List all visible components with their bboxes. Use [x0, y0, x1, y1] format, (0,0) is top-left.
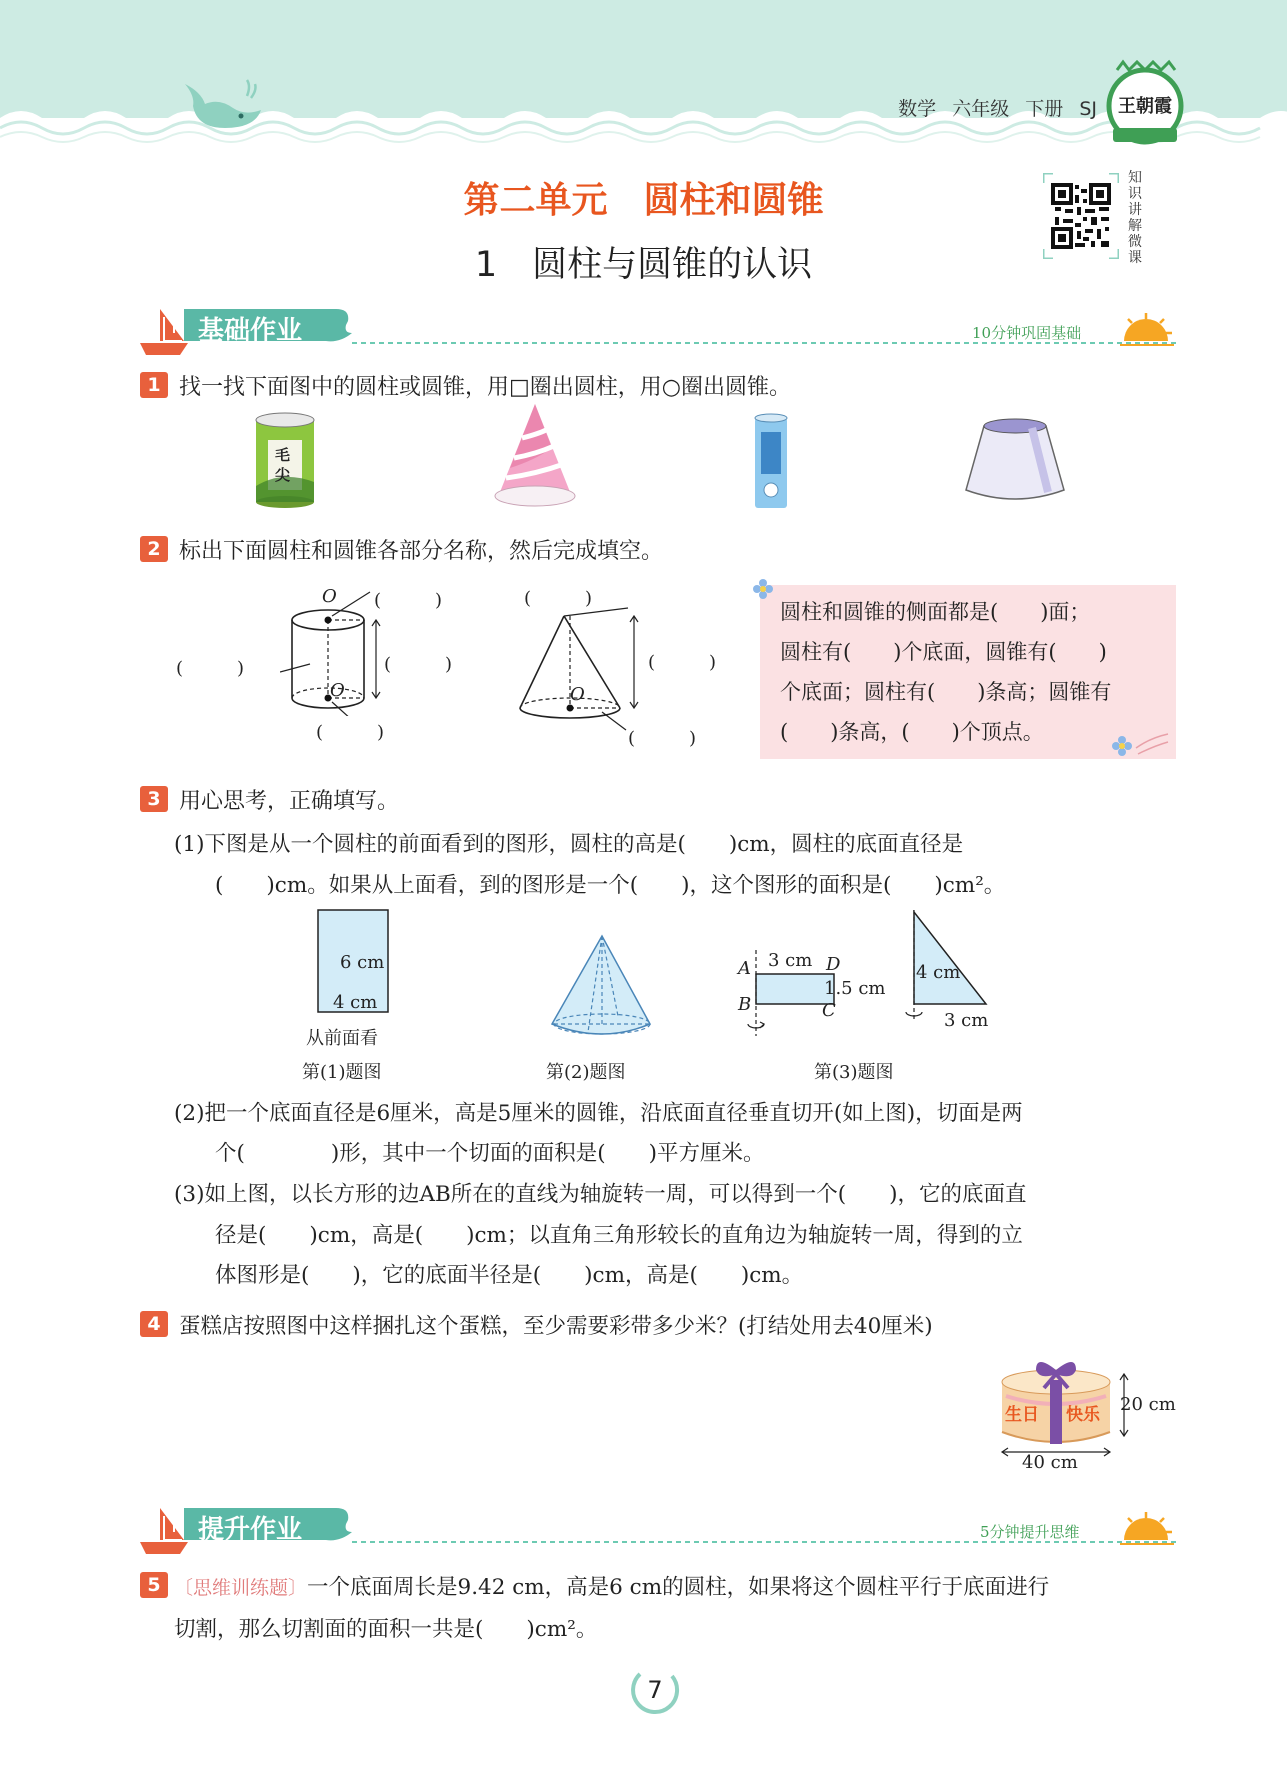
fig1-caption: 第(1)题图 [302, 1062, 382, 1083]
header-edition: SJ [1079, 98, 1097, 120]
header-grade: 六年级 [952, 98, 1010, 120]
tea-can-text: 毛尖 [275, 446, 291, 484]
qr-label: 知识讲解微课 [1128, 170, 1142, 266]
cake-width-label: 40 cm [1022, 1452, 1078, 1473]
cylinder-blank-height[interactable]: ( ) [384, 654, 453, 675]
fig3-point-c: C [822, 1000, 836, 1021]
fill-in-line-3[interactable]: 个底面；圆柱有( )条高；圆锥有 [780, 680, 1112, 704]
question-5-line2[interactable]: 切割，那么切割面的面积一共是( )cm²。 [174, 1617, 598, 1642]
lesson-title: 1 圆柱与圆锥的认识 [474, 245, 813, 285]
fill-in-line-2[interactable]: 圆柱有( )个底面，圆锥有( ) [780, 640, 1107, 664]
badminton-tube-image [752, 412, 790, 512]
question-5-line1 [174, 1570, 1049, 1601]
question-5-tag: 〔思维训练题〕 [174, 1577, 308, 1599]
party-hat-image [492, 402, 578, 510]
q3-part3-line3[interactable]: 体图形是( )，它的底面半径是( )cm，高是( )cm。 [215, 1263, 804, 1288]
fill-in-line-1[interactable]: 圆柱和圆锥的侧面都是( )面； [780, 600, 1091, 624]
question-number-5: 5 [140, 1572, 168, 1598]
cone-blank-radius[interactable]: ( ) [628, 728, 697, 749]
cylinder-top-center-label: O [322, 586, 337, 607]
cylinder-blank-top[interactable]: ( ) [374, 590, 443, 611]
cylinder-blank-base[interactable]: ( ) [316, 722, 385, 743]
header-meta [898, 94, 1097, 121]
question-3-text: 用心思考，正确填写。 [179, 789, 400, 814]
cake-text-1: 生日 [1005, 1405, 1039, 1425]
question-number-2: 2 [140, 536, 168, 562]
header-subject: 数学 [898, 98, 937, 120]
q3-part1-line2[interactable]: ( )cm。如果从上面看，到的图形是一个( )，这个图形的面积是( )cm²。 [215, 873, 1006, 898]
q3-part2-line1[interactable]: (2)把一个底面直径是6厘米，高是5厘米的圆锥，沿底面直径垂直切开(如上图)，切面是两 [174, 1101, 1023, 1126]
question-number-3: 3 [140, 786, 168, 812]
fig2-caption: 第(2)题图 [546, 1062, 626, 1083]
q3-part3-line1[interactable]: (3)如上图，以长方形的边AB所在的直线为轴旋转一周，可以得到一个( )，它的底面直 [174, 1182, 1027, 1207]
cone-blank-apex[interactable]: ( ) [524, 588, 593, 609]
lampshade-image [962, 416, 1068, 504]
brand-logo [1103, 58, 1187, 148]
section-title-basic: 基础作业 [198, 316, 303, 346]
question-4-text: 蛋糕店按照图中这样捆扎这个蛋糕，至少需要彩带多少米？(打结处用去40厘米) [179, 1314, 933, 1339]
cone-base-center-label: O [570, 684, 585, 705]
q3-part3-line2[interactable]: 径是( )cm，高是( )cm；以直角三角形较长的直角边为轴旋转一周，得到的立 [215, 1223, 1023, 1248]
cake-text-2: 快乐 [1066, 1405, 1100, 1425]
unit-title: 第二单元 圆柱和圆锥 [463, 180, 824, 221]
fig3-rect-width: 3 cm [768, 950, 813, 971]
fig1-height-label: 6 cm [340, 952, 385, 973]
section-title-advanced: 提升作业 [198, 1515, 303, 1545]
question-5-line1-text: 一个底面周长是9.42 cm，高是6 cm的圆柱，如果将这个圆柱平行于底面进行 [307, 1575, 1050, 1600]
cylinder-bottom-center-label: O [330, 680, 345, 701]
question-number-4: 4 [140, 1311, 168, 1337]
fig3-point-a: A [738, 958, 751, 979]
flower-icon [752, 578, 774, 600]
cylinder-blank-side[interactable]: ( ) [176, 658, 245, 679]
fig3-point-b: B [738, 994, 752, 1015]
question-1-text: 找一找下面图中的圆柱或圆锥，用□圈出圆柱，用○圈出圆锥。 [179, 375, 791, 400]
question-number-1: 1 [140, 372, 168, 398]
fig3-triangle-base: 3 cm [944, 1010, 989, 1031]
fig3-triangle-height: 4 cm [916, 962, 961, 983]
logo-text: 王朝霞 [1118, 96, 1172, 117]
cone-diagram [514, 606, 650, 732]
cut-cone-diagram [548, 932, 654, 1044]
section-note-basic: 10分钟巩固基础 [972, 324, 1082, 342]
whale-icon [175, 76, 275, 132]
fig1-view-label: 从前面看 [306, 1028, 378, 1049]
flower-corner-icon [1110, 730, 1170, 758]
section-note-advanced: 5分钟提升思维 [980, 1523, 1080, 1541]
qr-code-icon[interactable] [1043, 173, 1119, 259]
fig3-rect-height: 1.5 cm [824, 978, 886, 999]
page-number: 7 [647, 1676, 663, 1704]
q3-part2-line2[interactable]: 个( )形，其中一个切面的面积是( )平方厘米。 [215, 1141, 765, 1166]
fig3-point-d: D [826, 954, 841, 975]
cake-height-label: 20 cm [1120, 1394, 1176, 1415]
cone-blank-height[interactable]: ( ) [648, 652, 717, 673]
fig3-caption: 第(3)题图 [814, 1062, 894, 1083]
q3-part1-line1[interactable]: (1)下图是从一个圆柱的前面看到的图形，圆柱的高是( )cm，圆柱的底面直径是 [174, 832, 964, 857]
fill-in-line-4[interactable]: ( )条高，( )个顶点。 [780, 720, 1044, 744]
header-volume: 下册 [1025, 98, 1064, 120]
fig1-width-label: 4 cm [333, 992, 378, 1013]
question-2-text: 标出下面圆柱和圆锥各部分名称，然后完成填空。 [179, 539, 664, 564]
